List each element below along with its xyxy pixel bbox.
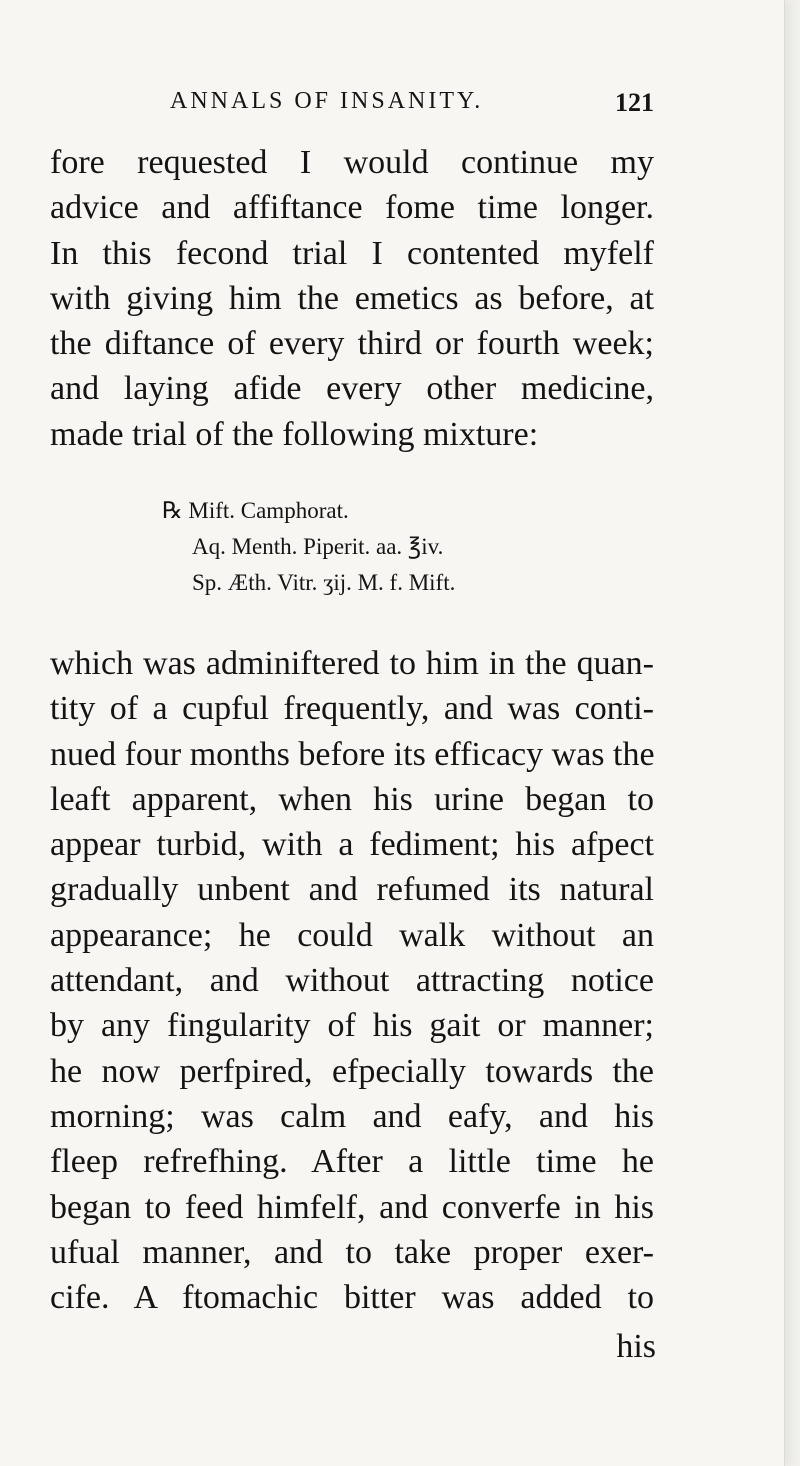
text-line: fore requested I would continue my (50, 144, 654, 181)
text-line: gradually unbent and refumed its natural (50, 871, 654, 909)
text-line: morning; was calm and eafy, and his (50, 1097, 654, 1135)
running-title: ANNALS OF INSANITY. (170, 88, 484, 114)
text-line: advice and affiftance fome time longer. (50, 189, 654, 227)
catchword: his (616, 1328, 656, 1365)
prescription-line: ℞ Mift. Camphorat. (162, 498, 349, 523)
paragraph-2 (50, 641, 654, 1320)
text-line: appear turbid, with a fediment; his afpect (50, 826, 654, 864)
page-header (50, 88, 654, 128)
prescription-line: Sp. Æth. Vitr. ʒij. M. f. Mift. (192, 570, 456, 595)
text-line: and laying afide every other medicine, (50, 370, 654, 408)
text-line: nued four months before its efficacy was the (50, 735, 655, 773)
text-line: he now perfpired, efpecially towards the (50, 1052, 654, 1090)
prescription-block (162, 493, 602, 601)
page-number: 121 (615, 88, 654, 117)
text-line: made trial of the following mixture: (50, 415, 539, 453)
prescription-line: Aq. Menth. Piperit. aa. ℥iv. (192, 534, 444, 559)
text-line: with giving him the emetics as before, at (50, 279, 654, 317)
text-line: attendant, and without attracting notice (50, 962, 654, 1000)
text-line: tity of a cupful frequently, and was conti- (50, 690, 654, 728)
text-line: the diftance of every third or fourth week; (50, 325, 654, 363)
paragraph-1 (50, 140, 654, 457)
text-line: In this fecond trial I contented myfelf (50, 234, 654, 272)
text-line: began to feed himfelf, and converfe in his (50, 1188, 654, 1226)
text-line: fleep refrefhing. After a little time he (50, 1143, 654, 1181)
text-line: which was adminiftered to him in the quan- (50, 645, 654, 682)
text-line: leaft apparent, when his urine began to (50, 780, 654, 818)
text-line: ufual manner, and to take proper exer- (50, 1233, 654, 1271)
text-line: by any fingularity of his gait or manner; (50, 1007, 654, 1045)
text-line: cife. A ftomachic bitter was added to (50, 1279, 654, 1317)
text-line: appearance; he could walk without an (50, 916, 654, 954)
